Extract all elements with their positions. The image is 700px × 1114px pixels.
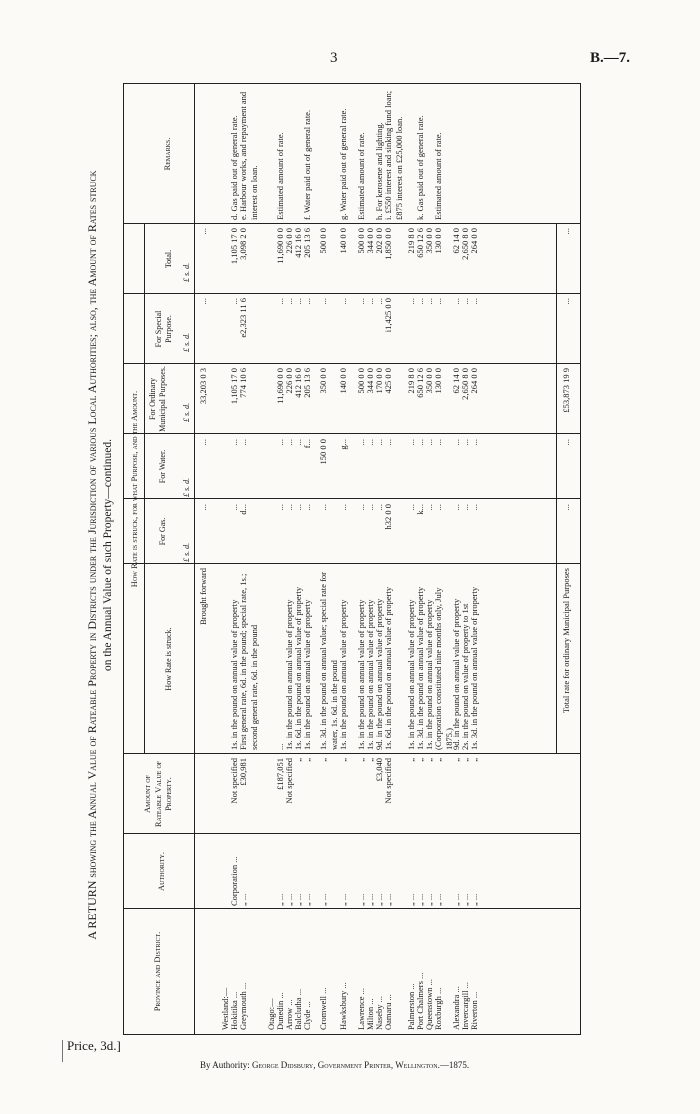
table-cell-gas: ... bbox=[469, 504, 479, 511]
table-cell-amount: „ bbox=[318, 758, 328, 762]
table-cell-ordinary: 350 0 0 bbox=[318, 368, 328, 394]
table-cell-authority: „ ... bbox=[469, 893, 479, 906]
table-cell-district: Balclutha ... bbox=[293, 988, 303, 1030]
table-cell-remarks: e. Harbour works, and repayment and interest on loan. bbox=[238, 91, 259, 220]
table-cell-ordinary: 140 0 0 bbox=[338, 368, 348, 394]
table-cell-district: Lawrence ... bbox=[356, 987, 366, 1030]
col-divider bbox=[124, 363, 580, 364]
table-cell-authority: „ ... bbox=[433, 893, 443, 906]
table-cell-water: ... bbox=[284, 439, 294, 446]
table-cell-water: ... bbox=[469, 439, 479, 446]
table-cell-authority: „ ... bbox=[424, 893, 434, 906]
table-cell-how: 1s. in the pound on annual value of property bbox=[424, 599, 434, 750]
table-cell-gas: ... bbox=[460, 504, 470, 511]
table-cell-district: Oamaru ... bbox=[383, 994, 393, 1030]
header-bottom-rule bbox=[194, 84, 195, 1034]
table-cell-gas: ... bbox=[318, 504, 328, 511]
table-cell-gas: ... bbox=[293, 504, 303, 511]
table-cell-how: 9d. in the pound on annual value of property bbox=[374, 598, 384, 750]
table-cell-how: 1s. in the pound on annual value of property bbox=[302, 599, 312, 750]
price-label: Price, 3d.] bbox=[67, 1038, 121, 1053]
table-cell-gas: d... bbox=[238, 504, 248, 515]
table-cell-district: Riverton ... bbox=[469, 991, 479, 1030]
table-cell-how: First general rate, 6d. in the pound; special rate, 1s.; second general rate, 6d. in the pound bbox=[238, 573, 259, 750]
brought-forward-gas: ... bbox=[198, 504, 208, 511]
brought-forward-total: ... bbox=[198, 228, 208, 235]
table-cell-district: Invercargill ... bbox=[460, 982, 470, 1030]
table-cell-district: Greymouth ... bbox=[238, 982, 248, 1030]
table-cell-water: ... bbox=[229, 439, 239, 446]
table-cell-amount: „ bbox=[424, 758, 434, 762]
table-cell-amount: „ bbox=[365, 758, 375, 762]
total-gas: ... bbox=[561, 504, 571, 511]
table-cell-ordinary: 62 14 0 bbox=[451, 368, 461, 394]
table-cell-total: 205 13 6 bbox=[302, 228, 312, 258]
table-cell-special: ... bbox=[406, 298, 416, 305]
table-cell-district: Alexandra ... bbox=[451, 986, 461, 1030]
table-cell-how: 2s. in the pound on value of property to 1st bbox=[460, 603, 470, 750]
table-cell-water: ... bbox=[460, 439, 470, 446]
table-cell-total: 202 0 0 bbox=[374, 228, 384, 254]
table-cell-gas: k... bbox=[415, 504, 425, 515]
table-cell-authority: „ ... bbox=[284, 893, 294, 906]
table-cell-amount: „ bbox=[406, 758, 416, 762]
brought-forward-ordinary: 33,203 0 3 bbox=[198, 368, 208, 405]
table-cell-amount: „ bbox=[293, 758, 303, 762]
table-cell-amount: „ bbox=[433, 758, 443, 762]
col-divider bbox=[124, 223, 580, 224]
table-cell-authority: „ ... bbox=[365, 893, 375, 906]
table-cell-remarks: i. £550 interest and sinking fund loan; £875 interest on £25,000 loan. bbox=[383, 90, 404, 220]
table-cell-ordinary: 350 0 0 bbox=[424, 368, 434, 394]
table-cell-water: ... bbox=[275, 439, 285, 446]
table-cell-ordinary: 412 16 0 bbox=[293, 368, 303, 398]
table-cell-district: Arrow ... bbox=[284, 999, 294, 1030]
rotated-table-sheet bbox=[85, 75, 585, 1035]
col-divider bbox=[124, 433, 580, 434]
table-cell-total: 11,690 0 0 bbox=[275, 228, 285, 264]
unit-gas: £ s. d. bbox=[182, 542, 191, 562]
table-cell-ordinary: 2,650 8 0 bbox=[460, 368, 470, 400]
table-cell-gas: ... bbox=[275, 504, 285, 511]
document-reference: B.—7. bbox=[589, 50, 630, 66]
table-cell-water: ... bbox=[424, 439, 434, 446]
header-authority: Authority. bbox=[156, 852, 166, 891]
brought-forward-label: Brought forward bbox=[198, 568, 208, 625]
table-cell-authority: „ ... bbox=[460, 893, 470, 906]
table-cell-total: 1,850 0 0 bbox=[383, 228, 393, 260]
table-cell-special: ... bbox=[374, 298, 384, 305]
table-cell-total: 2,650 8 0 bbox=[460, 228, 470, 260]
table-cell-ordinary: 226 0 0 bbox=[284, 368, 294, 394]
table-cell-special: ... bbox=[469, 298, 479, 305]
table-cell-amount: „ bbox=[338, 758, 348, 762]
header-how: How Rate is struck. bbox=[164, 627, 173, 691]
table-cell-special: ... bbox=[318, 298, 328, 305]
table-cell-how: 1s. 6d. in the pound on annual value of property bbox=[383, 586, 393, 750]
table-cell-authority: „ ... bbox=[318, 893, 328, 906]
table-cell-gas: ... bbox=[424, 504, 434, 511]
table-cell-water: ... bbox=[293, 439, 303, 446]
table-cell-district: Hokitika ... bbox=[229, 991, 239, 1030]
table-cell-how: ... bbox=[275, 743, 285, 750]
table-cell-special: e2,323 11 6 bbox=[238, 298, 248, 338]
table-cell-special: ... bbox=[293, 298, 303, 305]
table-cell-how: 1s. in the pound on annual value of property bbox=[356, 599, 366, 750]
table-cell-district: Port Chalmers ... bbox=[415, 972, 425, 1030]
table-cell-district: Hawksbury ... bbox=[338, 982, 348, 1030]
table-cell-how: 1s. 3d. in the pound on annual value of property bbox=[415, 586, 425, 750]
total-water: ... bbox=[561, 439, 571, 446]
table-cell-amount: „ bbox=[356, 758, 366, 762]
table-cell-remarks: g. Water paid out of general rate. bbox=[338, 108, 348, 220]
table-cell-ordinary: 344 0 0 bbox=[365, 368, 375, 394]
footer-printer: George Didsbury, Government Printer, Wellington. bbox=[252, 1060, 440, 1070]
table-cell-authority: Corporation ... bbox=[229, 856, 239, 906]
total-label: Total rate for ordinary Municipal Purposes bbox=[561, 568, 571, 714]
table-cell-authority: „ ... bbox=[383, 893, 393, 906]
table-cell-authority: „ ... bbox=[374, 893, 384, 906]
table-cell-ordinary: 219 8 0 bbox=[406, 368, 416, 394]
header-ordinary: For Ordinary Municipal Purposes. bbox=[148, 366, 167, 432]
table-cell-gas: ... bbox=[365, 504, 375, 511]
table-cell-special: ... bbox=[365, 298, 375, 305]
unit-water: £ s. d. bbox=[182, 477, 191, 497]
table-cell-authority: „ ... bbox=[451, 893, 461, 906]
footer-prefix: By Authority: bbox=[200, 1060, 253, 1070]
table-cell-water: 150 0 0 bbox=[318, 439, 328, 465]
table-cell-total: 130 0 0 bbox=[433, 228, 443, 254]
header-special: For Special Purpose. bbox=[154, 310, 173, 348]
table-cell-ordinary: 205 13 6 bbox=[302, 368, 312, 398]
return-table bbox=[123, 83, 581, 1035]
header-remarks: Remarks. bbox=[162, 137, 172, 171]
table-cell-water: ... bbox=[356, 439, 366, 446]
table-cell-total: 1,105 17 0 bbox=[229, 228, 239, 265]
table-cell-gas: h32 0 0 bbox=[383, 504, 393, 530]
table-cell-amount: £30,981 bbox=[238, 758, 248, 786]
table-cell-special: ... bbox=[451, 298, 461, 305]
table-cell-amount: „ bbox=[460, 758, 470, 762]
table-cell-district: Otago:— bbox=[266, 998, 276, 1030]
table-cell-water: ... bbox=[433, 439, 443, 446]
table-cell-authority: „ ... bbox=[356, 893, 366, 906]
table-cell-gas: ... bbox=[302, 504, 312, 511]
table-cell-district: Queenstown ... bbox=[424, 979, 434, 1030]
table-cell-gas: ... bbox=[229, 504, 239, 511]
total-ordinary: £53,873 19 9 bbox=[561, 368, 571, 413]
table-cell-special: ... bbox=[338, 298, 348, 305]
table-cell-remarks: Estimated amount of rate. bbox=[356, 132, 366, 220]
unit-special: £ s. d. bbox=[182, 332, 191, 352]
table-cell-gas: ... bbox=[451, 504, 461, 511]
table-cell-amount: „ bbox=[451, 758, 461, 762]
col-divider bbox=[124, 293, 580, 294]
table-cell-total: 219 8 0 bbox=[406, 228, 416, 254]
table-cell-remarks: d. Gas paid out of general rate. bbox=[229, 115, 239, 220]
table-cell-total: 350 0 0 bbox=[424, 228, 434, 254]
table-cell-how: 1s. in the pound on annual value of property bbox=[406, 599, 416, 750]
table-cell-authority: „ ... bbox=[275, 893, 285, 906]
table-cell-water: ... bbox=[238, 439, 248, 446]
table-cell-total: 500 0 0 bbox=[356, 228, 366, 254]
table-cell-special: ... bbox=[229, 298, 239, 305]
table-cell-total: 344 0 0 bbox=[365, 228, 375, 254]
table-cell-gas: ... bbox=[406, 504, 416, 511]
title-line-1: A RETURN showing the Annual Value of Rateable Property in Districts under the Jurisdiction of various Local Authorities; also, the Amount of Rates struck bbox=[85, 170, 99, 940]
table-cell-total: 3,098 2 0 bbox=[238, 228, 248, 260]
table-cell-special: i1,425 0 0 bbox=[383, 298, 393, 333]
table-cell-district: Roxburgh ... bbox=[433, 987, 443, 1030]
table-cell-water: f... bbox=[302, 439, 312, 449]
table-cell-how: (Corporation constituted nine months only, July 1875.) bbox=[433, 587, 454, 750]
table-cell-special: ... bbox=[284, 298, 294, 305]
group-header-rule bbox=[144, 224, 145, 754]
table-cell-gas: ... bbox=[284, 504, 294, 511]
table-cell-water: ... bbox=[383, 439, 393, 446]
table-cell-total: 226 0 0 bbox=[284, 228, 294, 254]
table-cell-total: 62 14 0 bbox=[451, 228, 461, 254]
col-divider bbox=[124, 833, 580, 834]
table-cell-district: Palmerston ... bbox=[406, 983, 416, 1030]
header-group: How Rate is struck, for what Purpose, and the Amount. bbox=[129, 390, 139, 588]
table-cell-district: Cromwell ... bbox=[318, 987, 328, 1030]
table-cell-remarks: f. Water paid out of general rate. bbox=[302, 109, 312, 220]
table-cell-water: ... bbox=[406, 439, 416, 446]
title-line-2: on the Annual Value of such Property—continued. bbox=[101, 439, 114, 671]
table-cell-authority: „ ... bbox=[406, 893, 416, 906]
table-cell-district: Naseby ... bbox=[374, 996, 384, 1030]
header-water: For Water. bbox=[158, 449, 167, 484]
table-cell-amount: „ bbox=[469, 758, 479, 762]
table-cell-remarks: k. Gas paid out of general rate. bbox=[415, 115, 425, 220]
brought-forward-special: ... bbox=[198, 298, 208, 305]
table-cell-district: Westland:— bbox=[220, 987, 230, 1030]
unit-total: £ s. d. bbox=[182, 262, 191, 282]
table-cell-district: Milton ... bbox=[365, 998, 375, 1030]
table-cell-how: 1s. 6d. in the pound on annual value of property bbox=[293, 586, 303, 750]
unit-ordinary: £ s. d. bbox=[182, 402, 191, 422]
table-cell-how: 9d. in the pound on annual value of property bbox=[451, 598, 461, 750]
col-divider bbox=[124, 753, 580, 754]
table-cell-remarks: Estimated amount of rate. bbox=[275, 132, 285, 220]
table-cell-authority: „ ... bbox=[302, 893, 312, 906]
header-amount: Amount of Rateable Value of Property. bbox=[142, 760, 174, 828]
table-cell-amount: Not specified bbox=[229, 758, 239, 804]
table-cell-how: 1s. in the pound on annual value of property bbox=[284, 599, 294, 750]
table-cell-water: ... bbox=[451, 439, 461, 446]
table-cell-ordinary: 11,690 0 0 bbox=[275, 368, 285, 404]
table-cell-ordinary: 1,105 17 0 bbox=[229, 368, 239, 405]
table-cell-ordinary: 264 0 0 bbox=[469, 368, 479, 394]
table-cell-special: ... bbox=[356, 298, 366, 305]
table-cell-special: ... bbox=[460, 298, 470, 305]
table-cell-special: ... bbox=[424, 298, 434, 305]
table-cell-water: ... bbox=[365, 439, 375, 446]
header-total: Total. bbox=[164, 249, 173, 269]
table-cell-special: ... bbox=[302, 298, 312, 305]
brought-forward-water: ... bbox=[198, 439, 208, 446]
table-cell-authority: „ ... bbox=[293, 893, 303, 906]
table-cell-remarks: h. For kerosene and lighting. bbox=[374, 122, 384, 220]
table-cell-amount: £187,051 bbox=[275, 758, 285, 790]
table-cell-district: Dunedin ... bbox=[275, 992, 285, 1030]
table-cell-total: 412 16 0 bbox=[293, 228, 303, 258]
table-cell-water: ... bbox=[374, 439, 384, 446]
table-cell-authority: „ ... bbox=[415, 893, 425, 906]
page-number: 3 bbox=[330, 50, 338, 66]
table-cell-how: 1s. in the pound on annual value of property bbox=[365, 599, 375, 750]
table-cell-ordinary: 650 12 6 bbox=[415, 368, 425, 398]
table-cell-amount: Not specified bbox=[383, 758, 393, 804]
table-cell-ordinary: 170 0 0 bbox=[374, 368, 384, 394]
table-cell-total: 650 12 6 bbox=[415, 228, 425, 258]
table-cell-water: ... bbox=[415, 439, 425, 446]
header-province: Province and District. bbox=[152, 931, 162, 1012]
table-cell-gas: ... bbox=[338, 504, 348, 511]
table-cell-how: 1s. 3d. in the pound on annual value; special rate for water, 1s. 6d. in the pound bbox=[318, 572, 339, 750]
header-gas: For Gas. bbox=[158, 517, 167, 546]
table-cell-total: 264 0 0 bbox=[469, 228, 479, 254]
total-special: ... bbox=[561, 298, 571, 305]
table-cell-ordinary: 130 0 0 bbox=[433, 368, 443, 394]
total-rule bbox=[556, 224, 557, 754]
table-cell-special: ... bbox=[433, 298, 443, 305]
col-divider bbox=[124, 498, 580, 499]
table-cell-authority: „ ... bbox=[238, 893, 248, 906]
table-cell-amount: £3,040 bbox=[374, 758, 384, 782]
table-title bbox=[85, 75, 116, 1035]
total-total: ... bbox=[561, 228, 571, 235]
table-cell-how: 1s. in the pound on annual value of property bbox=[338, 599, 348, 750]
col-divider bbox=[124, 908, 580, 909]
table-cell-total: 500 0 0 bbox=[318, 228, 328, 254]
table-cell-total: 140 0 0 bbox=[338, 228, 348, 254]
table-cell-district: Clyde ... bbox=[302, 1001, 312, 1030]
col-divider bbox=[124, 563, 580, 564]
table-cell-special: ... bbox=[275, 298, 285, 305]
table-cell-special: ... bbox=[415, 298, 425, 305]
table-cell-water: g... bbox=[338, 439, 348, 450]
table-cell-ordinary: 500 0 0 bbox=[356, 368, 366, 394]
table-cell-remarks: Estimated amount of rate. bbox=[433, 132, 443, 220]
table-cell-how: 1s. in the pound on annual value of property bbox=[229, 599, 239, 750]
table-cell-amount: „ bbox=[415, 758, 425, 762]
table-cell-gas: ... bbox=[374, 504, 384, 511]
table-cell-gas: ... bbox=[356, 504, 366, 511]
table-cell-amount: „ bbox=[302, 758, 312, 762]
table-cell-authority: „ ... bbox=[338, 893, 348, 906]
printer-footer bbox=[200, 1060, 469, 1070]
table-cell-amount: Not specified bbox=[284, 758, 294, 804]
table-cell-gas: ... bbox=[433, 504, 443, 511]
table-cell-ordinary: 425 0 0 bbox=[383, 368, 393, 394]
table-cell-ordinary: 774 10 6 bbox=[238, 368, 248, 398]
table-cell-how: 1s. 3d. in the pound on annual value of property bbox=[469, 586, 479, 750]
footer-year: —1875. bbox=[439, 1060, 470, 1070]
